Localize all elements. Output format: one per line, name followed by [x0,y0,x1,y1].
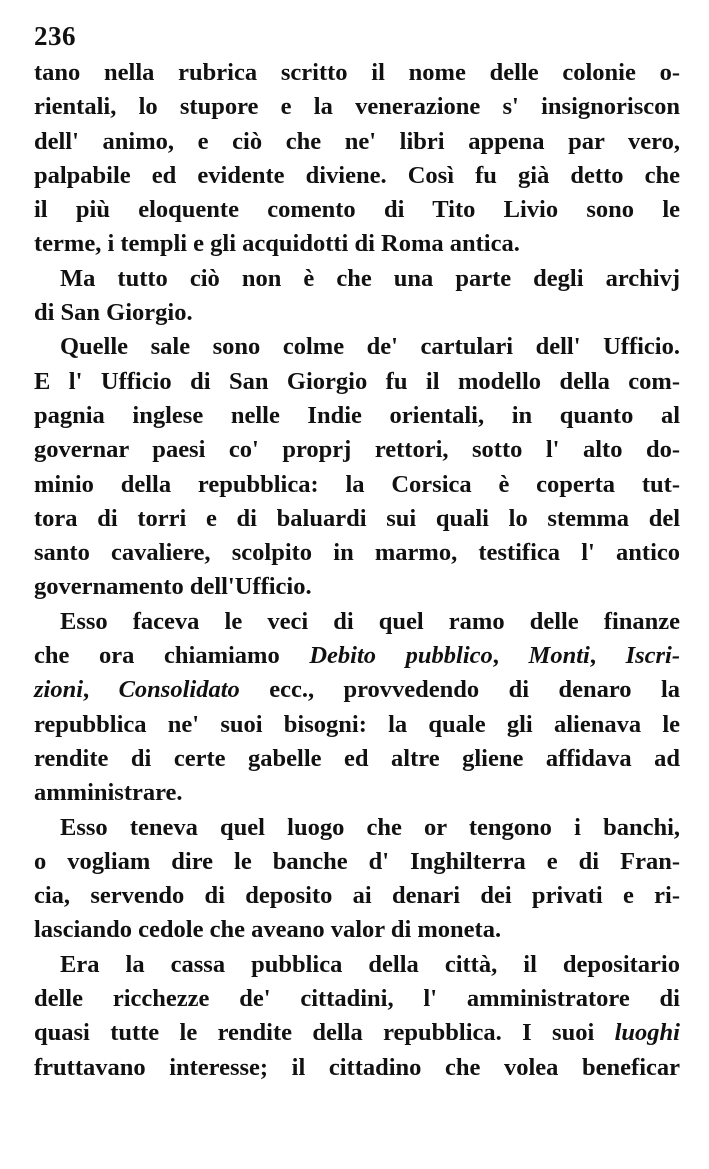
text-run: quasi tutte le rendite della repubblica. I suoi [34,1019,615,1047]
text-line: santo cavaliere, scolpito in marmo, testifica l' antico [34,539,680,567]
text-run: , [492,642,529,670]
text-line: minio della repubblica: la Corsica è coperta tut- [34,470,680,498]
text-line: Quelle sale sono colme de' cartulari dell' Ufficio. [60,333,680,361]
text-line: Era la cassa pubblica della città, il depositario [60,950,680,978]
text-line: amministrare. [34,779,183,807]
text-line: E l' Ufficio di San Giorgio fu il modello della com- [34,367,680,395]
text-line: palpabile ed evidente diviene. Così fu già detto che [34,161,680,189]
body-text [34,56,680,1085]
italic-term: luoghi [614,1019,680,1047]
text-line: terme, i templi e gli acquidotti di Roma antica. [34,230,520,258]
text-line: pagnia inglese nelle Indie orientali, in quanto al [34,401,680,429]
text-line: repubblica ne' suoi bisogni: la quale gli alienava le [34,710,680,738]
text-line: Ma tutto ciò non è che una parte degli archivj [60,264,680,292]
text-line: fruttavano interesse; il cittadino che volea beneficar [34,1053,680,1081]
text-run: , [589,642,626,670]
text-line: tano nella rubrica scritto il nome delle colonie o- [34,59,680,86]
italic-term: Consolidato [118,676,240,704]
text-run: , [83,676,119,704]
text-line: dell' animo, e ciò che ne' libri appena par vero, [34,127,680,155]
paragraph [34,56,680,262]
text-line: governamento dell'Ufficio. [34,573,312,601]
italic-term: Debito pubblico [309,642,493,670]
paragraph [34,262,680,331]
paragraph [34,330,680,604]
text-line: rendite di certe gabelle ed altre gliene affidava ad [34,744,680,772]
paragraph [34,948,680,1085]
italic-term: Iscri- [625,642,681,670]
text-line: di San Giorgio. [34,299,193,327]
page-number: 236 [34,21,76,51]
text-line: Esso faceva le veci di quel ramo delle finanze [60,607,680,635]
text-line: cia, servendo di deposito ai denari dei privati e ri- [34,882,680,910]
text-line: tora di torri e di baluardi sui quali lo stemma del [34,504,680,532]
italic-term: zioni [34,676,84,704]
paragraph [34,605,680,811]
paragraph [34,811,680,948]
text-line: il più eloquente comento di Tito Livio sono le [34,196,680,224]
text-run: ecc., provvedendo di denaro la [239,676,681,704]
italic-term: Monti [528,642,590,670]
text-line: delle ricchezze de' cittadini, l' amministratore di [34,985,680,1013]
text-line: o vogliam dire le banche d' Inghilterra e di Fran- [34,847,680,875]
text-line: rientali, lo stupore e la venerazione s' insignoriscon [34,93,680,121]
text-line [34,1016,680,1050]
text-line [34,673,680,707]
text-line: lasciando cedole che aveano valor di moneta. [34,916,502,944]
text-line: Esso teneva quel luogo che or tengono i banchi, [60,813,680,841]
text-line: governar paesi co' proprj rettori, sotto l' alto do- [34,436,680,464]
text-line [34,639,680,673]
text-run: che ora chiamiamo [34,642,310,670]
